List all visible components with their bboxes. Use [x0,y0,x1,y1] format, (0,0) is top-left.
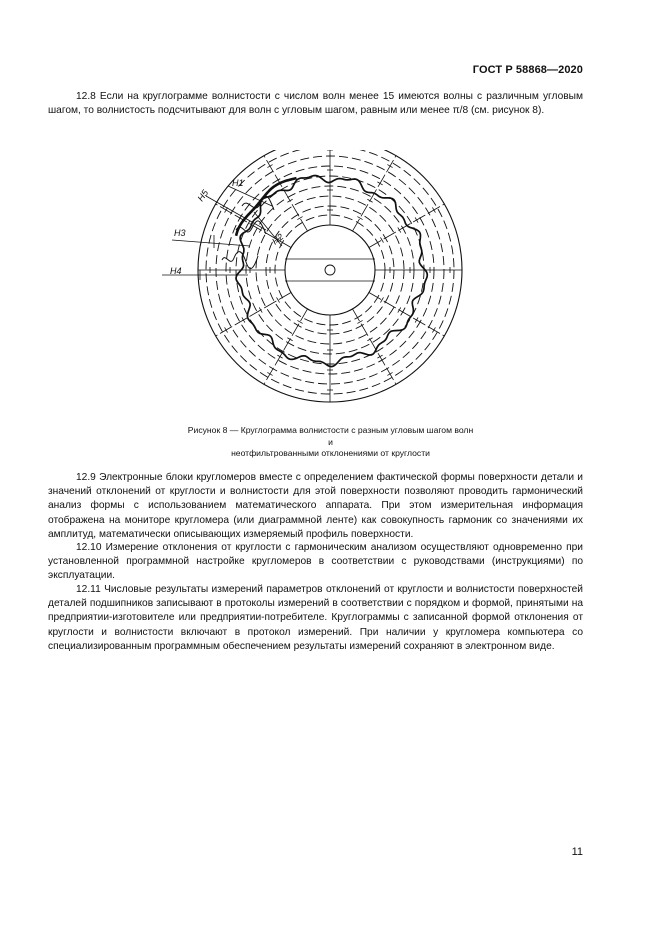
spoke-tick [432,207,435,212]
chart-center-hole [325,265,335,275]
label-h4: H4 [170,266,182,276]
document-header: ГОСТ Р 58868—2020 [472,64,583,76]
spoke-tick [259,307,262,312]
h3-leader [172,240,250,246]
label-h2: H2 [270,231,286,247]
spoke-tick [242,317,245,322]
grid-ring-dashed [275,215,385,325]
spoke-tick [357,320,362,323]
spoke-tick [267,372,272,375]
spoke-tick [387,165,392,168]
spoke-tick [432,327,435,332]
page-number: 11 [571,846,583,858]
spoke-tick [398,307,401,312]
label-h1: H1 [232,178,244,188]
radial-spoke [264,156,308,231]
chart-hub-circle [285,225,375,315]
spoke-tick [225,327,228,332]
spoke-tick [377,182,382,185]
label-h3: H3 [174,228,186,238]
caption-line-2: и [328,436,333,447]
caption-line-1: Рисунок 8 — Круглограмма волнистости с разным угловым шагом волн [187,425,474,435]
label-h5: H5 [195,187,211,204]
caption-line-3: неотфильтрованными отклонениями от круглости [231,448,430,459]
spoke-tick [259,227,262,232]
radial-spoke [353,309,397,384]
spoke-tick [415,317,418,322]
roundness-chart-figure [150,150,510,410]
spoke-tick [297,320,302,323]
spoke-tick [287,199,292,202]
radial-spoke [369,293,444,337]
measured-profile-curve [236,176,427,367]
paragraph-12-10: 12.10 Измерение отклонения от круглости с гармоническим анализом осуществляют одновременно при установленной программной настройке кругломеров в соответствии с руководствами (инструкциями) по эксплуатации. [48,542,583,582]
paragraph-12-9: 12.9 Электронные блоки кругломеров вместе с определением фактической формы поверхности детали и значений отклонений от круглости и волнистости для этой поверхности позволяют проводить гармонический анализ формы с использованием математического аппарата. При этом измерительная информация отображена на мониторе кругломера (или диаграммной ленте) как совокупность гармоник со значениями их амплитуд, математически описывающих измеряемый профиль поверхности. [48,472,583,540]
spoke-tick [357,217,362,220]
figure-caption [100,425,561,460]
spoke-tick [277,355,282,358]
paragraph-12-8: 12.8 Если на круглограмме волнистости с числом волн менее 15 имеются волны с различным угловым шагом, то волнистость подсчитывают для волн с угловым шагом, равным или менее π/8 (см. рисунок 8). [48,91,583,117]
paragraph-12-11: 12.11 Числовые результаты измерений параметров отклонений от круглости и волнистости поверхностей деталей подшипников записывают в протоколы измерений в соответствии с порядком и формой, принятыми на предприятии-изготовителе или предприятии-потребителе. Круглограммы с записанной формой отклонения от круглости и волнистости включают в протокол измерений. При наличии у кругломера компьютера со специализированным программным обеспечением результаты измерений сохраняют в электронном виде. [48,584,583,652]
spoke-tick [367,199,372,202]
spoke-tick [277,297,280,302]
spoke-tick [297,217,302,220]
spoke-tick [415,217,418,222]
spoke-tick [380,297,383,302]
spoke-tick [377,355,382,358]
spoke-tick [398,227,401,232]
spoke-tick [387,372,392,375]
spoke-tick [367,338,372,341]
radial-spoke [216,293,291,337]
spoke-tick [287,338,292,341]
radial-spoke [264,309,308,384]
spoke-tick [380,237,383,242]
spoke-tick [267,165,272,168]
